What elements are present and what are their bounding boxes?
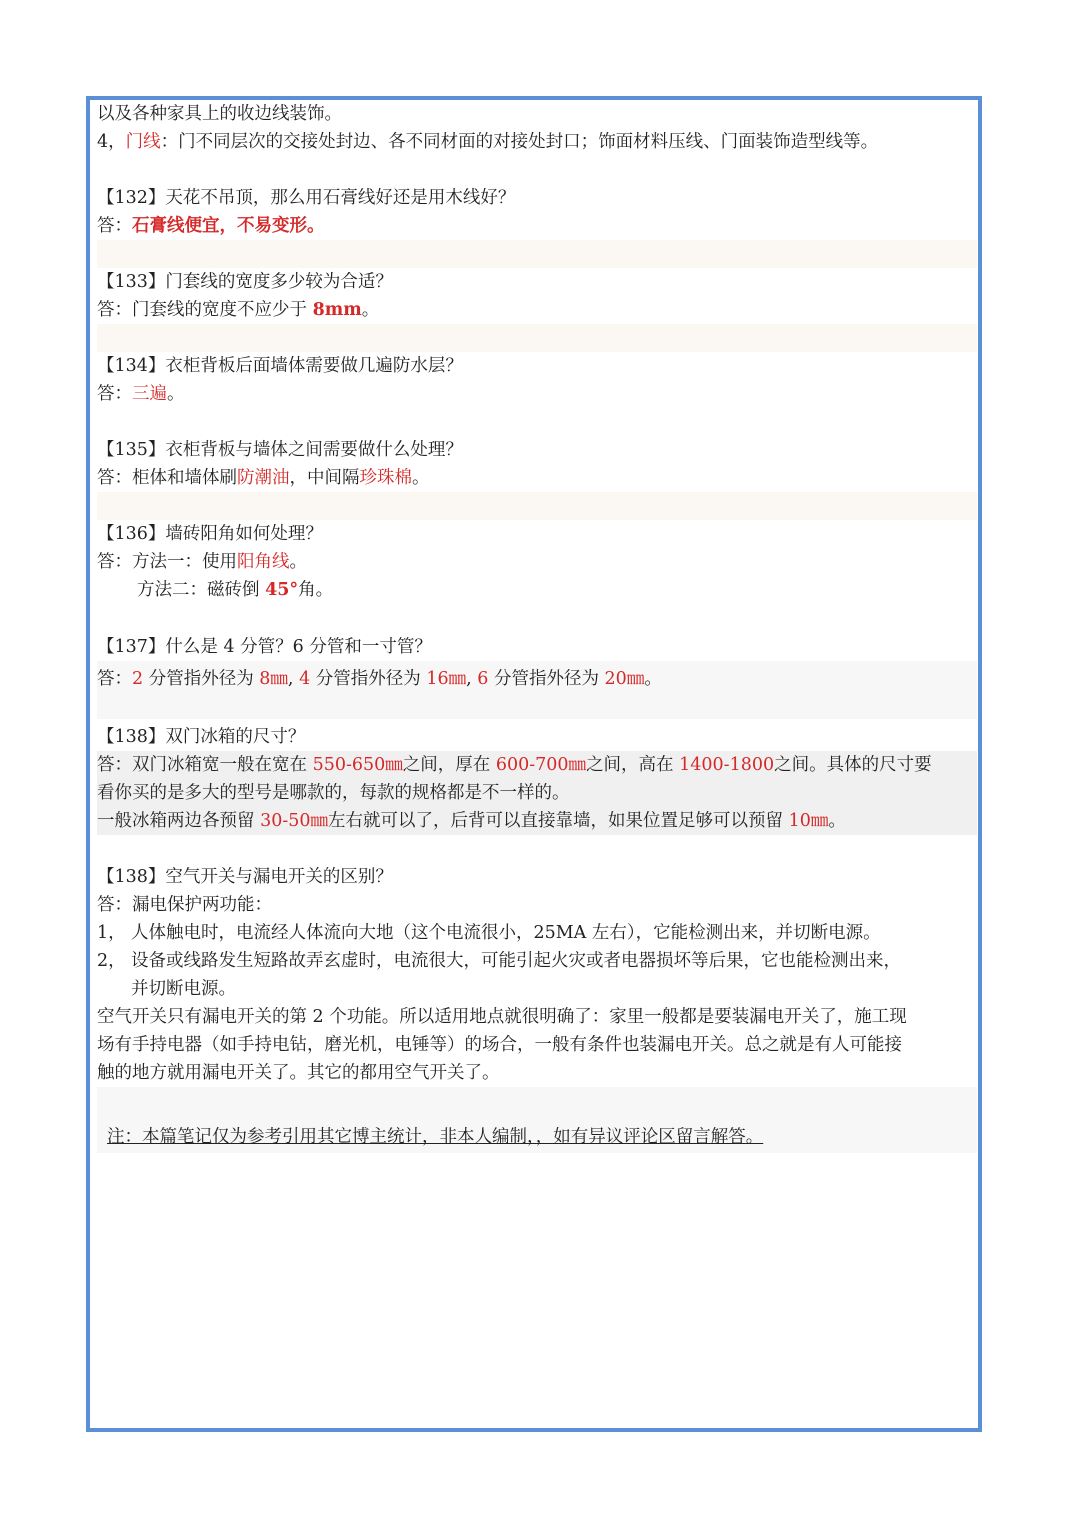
text: 空气开关只有漏电开关的第 2 个功能。所以适用地点就很明确了：家里一般都是要装漏电开关了，施工现 xyxy=(97,1007,907,1027)
text: , xyxy=(466,669,478,689)
text: 答： xyxy=(97,216,132,236)
value-highlight: 550-650㎜ xyxy=(312,755,403,775)
text: 设备或线路发生短路故弄玄虚时，电流很大，可能引起火灾或者电器损坏等后果，它也能检测出来， xyxy=(131,951,901,971)
question-text: 【136】墙砖阳角如何处理？ xyxy=(97,524,323,544)
spacer-band xyxy=(97,324,977,352)
value-highlight: 10㎜ xyxy=(788,811,829,831)
spacer xyxy=(97,604,977,632)
list-number: 1， xyxy=(97,923,126,943)
text: 之间，厚在 xyxy=(402,755,496,775)
answer-136-method-2 xyxy=(97,576,977,604)
text: 4， xyxy=(97,132,126,152)
number-highlight: 4 xyxy=(299,669,311,689)
answer-highlight: 三遍 xyxy=(132,384,167,404)
footnote: 注：本篇笔记仅为参考引用其它博主统计，非本人编制，，如有异议评论区留言解答。 xyxy=(107,1127,764,1147)
text: 以及各种家具上的收边线装饰。 xyxy=(97,104,342,124)
question-137 xyxy=(97,633,977,661)
question-134 xyxy=(97,352,977,380)
answer-highlight: 阳角线 xyxy=(237,552,290,572)
text: ，中间隔 xyxy=(289,468,360,488)
text: 。 xyxy=(167,384,185,404)
text: 看你买的是多大的型号是哪款的，每款的规格都是不一样的。 xyxy=(97,783,570,803)
note-band xyxy=(97,1087,977,1153)
answer-138-fridge xyxy=(97,751,977,835)
answer-highlight: 防潮油 xyxy=(237,468,290,488)
text: 。 xyxy=(828,811,846,831)
text: 答：门套线的宽度不应少于 xyxy=(97,300,313,320)
text: 答： xyxy=(97,669,132,689)
answer-line xyxy=(97,779,977,807)
question-text: 【138】空气开关与漏电开关的区别？ xyxy=(97,867,393,887)
text: 并切断电源。 xyxy=(131,979,236,999)
question-135 xyxy=(97,436,977,464)
question-text: 【133】门套线的宽度多少较为合适？ xyxy=(97,272,393,292)
number-highlight: 6 xyxy=(477,669,489,689)
text: 场有手持电器（如手持电钻，磨光机，电锤等）的场合，一般有条件也装漏电开关。总之就是有人可能接 xyxy=(97,1035,902,1055)
paragraph-line xyxy=(97,1031,977,1059)
question-136 xyxy=(97,520,977,548)
answer-133 xyxy=(97,296,977,324)
question-138-fridge xyxy=(97,723,977,751)
paragraph-line xyxy=(97,1059,977,1087)
intro-line-1 xyxy=(97,100,977,128)
text: ：门不同层次的交接处封边、各不同材面的对接处封口；饰面材料压线、门面装饰造型线等。 xyxy=(160,132,879,152)
answer-138-switch-intro xyxy=(97,891,977,919)
text: 分管指外径为 xyxy=(488,669,605,689)
document-body xyxy=(97,100,977,1153)
text: 左右就可以了，后背可以直接靠墙，如果位置足够可以预留 xyxy=(328,811,789,831)
answer-line xyxy=(97,751,977,779)
text: 触的地方就用漏电开关了。其它的都用空气开关了。 xyxy=(97,1063,500,1083)
text: 方法二：磁砖倒 xyxy=(137,580,266,600)
term-highlight: 门线 xyxy=(125,132,161,152)
intro-line-2 xyxy=(97,128,977,156)
question-138-switch xyxy=(97,863,977,891)
value-highlight: 16㎜ xyxy=(426,669,467,689)
text: 。 xyxy=(412,468,430,488)
spacer xyxy=(97,835,977,863)
text: 。 xyxy=(289,552,307,572)
text: , xyxy=(287,669,300,689)
answer-highlight: 8mm xyxy=(312,300,362,320)
spacer-band xyxy=(97,240,977,268)
text: 答：柜体和墙体刷 xyxy=(97,468,237,488)
answer-135 xyxy=(97,464,977,492)
answer-highlight: 45° xyxy=(265,580,299,600)
value-highlight: 600-700㎜ xyxy=(495,755,587,775)
paragraph-line xyxy=(97,1003,977,1031)
text: 答：方法一：使用 xyxy=(97,552,237,572)
question-132 xyxy=(97,184,977,212)
text: 答：双门冰箱宽一般在宽在 xyxy=(97,755,313,775)
text: 答： xyxy=(97,384,132,404)
value-highlight: 1400-1800 xyxy=(679,755,775,775)
spacer xyxy=(97,156,977,184)
text: 。 xyxy=(644,669,662,689)
answer-134 xyxy=(97,380,977,408)
answer-136-method-1 xyxy=(97,548,977,576)
text: 分管指外径为 xyxy=(143,669,260,689)
text: 之间，高在 xyxy=(586,755,680,775)
question-text: 【135】衣柜背板与墙体之间需要做什么处理？ xyxy=(97,440,463,460)
text: 一般冰箱两边各预留 xyxy=(97,811,261,831)
text: 答：漏电保护两功能： xyxy=(97,895,272,915)
question-133 xyxy=(97,268,977,296)
list-number: 2， xyxy=(97,951,126,971)
list-item xyxy=(97,919,977,947)
text: 分管指外径为 xyxy=(310,669,427,689)
text: 。 xyxy=(361,300,380,320)
value-highlight: 30-50㎜ xyxy=(260,811,329,831)
question-text: 【132】天花不吊顶，那么用石膏线好还是用木线好？ xyxy=(97,188,516,208)
answer-line xyxy=(97,807,977,835)
question-text: 【134】衣柜背板后面墙体需要做几遍防水层？ xyxy=(97,356,463,376)
question-text: 【137】什么是 4 分管？6 分管和一寸管？ xyxy=(97,637,432,657)
answer-highlight: 石膏线便宜，不易变形。 xyxy=(132,216,325,236)
spacer-band xyxy=(97,492,977,520)
text: 之间。具体的尺寸要 xyxy=(774,755,932,775)
list-item-continued xyxy=(97,975,977,1003)
answer-132 xyxy=(97,212,977,240)
text: 角。 xyxy=(298,580,334,600)
number-highlight: 2 xyxy=(132,669,144,689)
question-text: 【138】双门冰箱的尺寸？ xyxy=(97,727,306,747)
text: 人体触电时，电流经人体流向大地（这个电流很小，25MA 左右），它能检测出来，并切断电源。 xyxy=(131,923,881,943)
list-item xyxy=(97,947,977,975)
answer-137 xyxy=(97,661,977,719)
spacer xyxy=(97,408,977,436)
value-highlight: 8㎜ xyxy=(259,669,288,689)
value-highlight: 20㎜ xyxy=(604,669,645,689)
answer-highlight: 珍珠棉 xyxy=(359,468,412,488)
